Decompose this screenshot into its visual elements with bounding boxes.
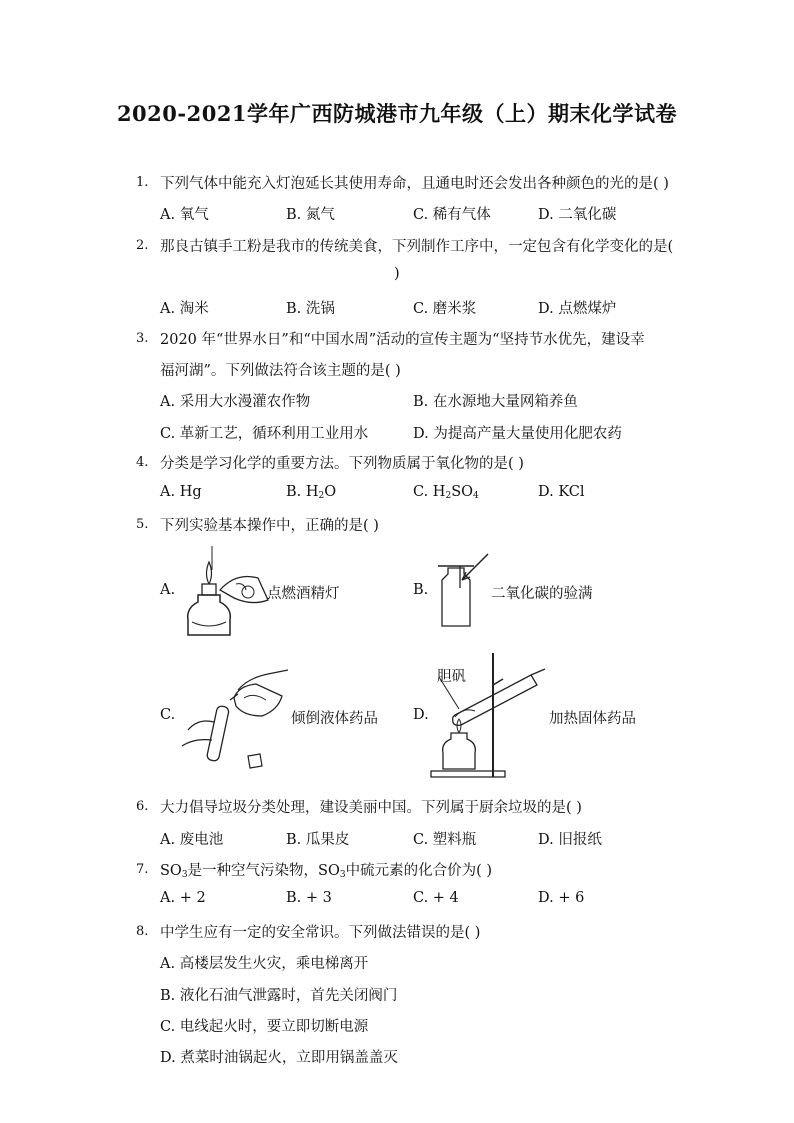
q7-option-a: A. + 2 [160,890,206,906]
q7-option-b: B. + 3 [286,890,332,906]
q5-option-d-tag: 胆矾 [437,669,466,685]
q8-option-a: A. 高楼层发生火灾，乘电梯离开 [160,956,369,972]
q7-option-d: D. + 6 [538,890,585,906]
question-number: 8. [136,924,149,939]
heating-solid-illustration [425,645,550,785]
q1-option-a: A. 氧气 [160,207,209,223]
q5-option-a-letter: A. [160,582,176,598]
q2-option-c: C. 磨米浆 [413,301,477,317]
q3-option-d: D. 为提高产量大量使用化肥农药 [413,426,622,442]
q6-option-a: A. 废电池 [160,832,224,848]
question-2-text: 那良古镇手工粉是我市的传统美食，下列制作工序中，一定包含有化学变化的是( [160,239,674,255]
q8-option-c: C. 电线起火时，要立即切断电源 [160,1019,369,1035]
question-number: 6. [136,799,149,814]
q2-option-b: B. 洗锅 [286,301,335,317]
q1-option-d: D. 二氧化碳 [538,207,617,223]
question-3-text: 2020 年“世界水日”和“中国水周”活动的宣传主题为“坚持节水优先，建设幸 [160,332,645,348]
q2-option-d: D. 点燃煤炉 [538,301,617,317]
q5-option-c-letter: C. [160,707,176,723]
q8-option-b: B. 液化石油气泄露时，首先关闭阀门 [160,988,398,1004]
q4-option-a: A. Hg [160,484,202,500]
question-number: 5. [136,517,149,532]
question-3-text-cont: 福河湖”。下列做法符合该主题的是( ) [160,363,401,379]
q4-option-c: C. $H_2SO_4$ [413,484,479,501]
question-number: 4. [136,455,149,470]
q6-option-c: C. 塑料瓶 [413,832,477,848]
q5-option-c-label: 倾倒液体药品 [291,711,378,727]
q5-option-b-letter: B. [413,582,429,598]
alcohol-lamp-lighting-illustration [176,540,276,640]
q3-option-b: B. 在水源地大量网箱养鱼 [413,394,578,410]
q1-option-c: C. 稀有气体 [413,207,491,223]
question-8-text: 中学生应有一定的安全常识。下列做法错误的是( ) [160,925,481,941]
q4-option-d: D. KCl [538,484,585,500]
question-2-text-cont: ) [394,266,400,282]
q3-option-a: A. 采用大水漫灌农作物 [160,394,311,410]
question-4-text: 分类是学习化学的重要方法。下列物质属于氧化物的是( ) [160,456,524,472]
pouring-liquid-illustration [178,660,293,775]
q2-option-a: A. 淘米 [160,301,209,317]
q1-option-b: B. 氮气 [286,207,335,223]
q6-option-d: D. 旧报纸 [538,832,602,848]
question-number: 1. [136,175,149,190]
q5-option-d-label: 加热固体药品 [549,711,636,727]
question-number: 7. [136,862,149,877]
exam-title: 2020-2021学年广西防城港市九年级（上）期末化学试卷 [116,101,678,126]
question-7-text: $SO_3$是一种空气污染物，$SO_3$中硫元素的化合价为( ) [160,863,493,880]
question-number: 3. [136,331,149,346]
q8-option-d: D. 煮菜时油锅起火，立即用锅盖盖灭 [160,1050,398,1066]
q3-option-c: C. 革新工艺，循环利用工业用水 [160,426,369,442]
question-number: 2. [136,238,149,253]
question-5-text: 下列实验基本操作中，正确的是( ) [160,518,379,534]
q4-option-b: B. $H_2O$ [286,484,337,501]
q5-option-a-label: 点燃酒精灯 [267,586,340,602]
q5-option-d-letter: D. [413,707,429,723]
question-1-text: 下列气体中能充入灯泡延长其使用寿命，且通电时还会发出各种颜色的光的是( ) [160,176,669,192]
q7-option-c: C. + 4 [413,890,459,906]
question-6-text: 大力倡导垃圾分类处理，建设美丽中国。下列属于厨余垃圾的是( ) [160,800,582,816]
q5-option-b-label: 二氧化碳的验满 [491,586,593,602]
q6-option-b: B. 瓜果皮 [286,832,350,848]
co2-collection-bottle-illustration [432,550,492,630]
